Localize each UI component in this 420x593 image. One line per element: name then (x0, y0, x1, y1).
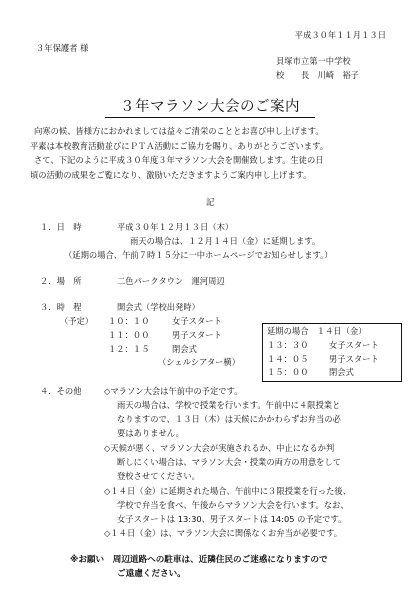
box-heading: 延期の場合 １４日（金） (267, 326, 367, 336)
section-4-label: ４．その他 (40, 386, 82, 396)
closing-time: １２：１５ (108, 344, 150, 354)
schedule-note: （予定） (60, 316, 94, 326)
opening-ceremony: 開会式（学校出発時） (117, 302, 200, 312)
note-3-line-2: 学校で弁当を食べ、午後からマラソン大会を行います。なお、 (117, 500, 349, 510)
document-title: ３年マラソン大会のご案内 (120, 99, 300, 115)
postpone-notice: （延期の場合、午前７時１５分に一中ホームページでお知らせします。） (64, 250, 333, 260)
request-line-1: ※お願い 周辺道路への駐車は、近隣住民のご迷惑になりますので (70, 555, 328, 565)
note-1-line-4: 要はありません。 (117, 428, 184, 438)
note-2: ◇天候が悪く、マラソン大会が実施されるか、中止になるか判 (104, 443, 335, 453)
note-4: ◇１４日（金）は、マラソン大会に関係なくお弁当が必要です。 (104, 528, 343, 538)
intro-line-4: 頃の活動の成果をご覧になり、激励いただきますようご案内申し上げます。 (30, 170, 312, 180)
intro-line-3: さて、下記のように平成３０年度３年マラソン大会を開催致します。生徒の日 (34, 155, 324, 165)
note-2-line-3: 登校させてください。 (117, 471, 200, 481)
ki-label: 記 (206, 197, 215, 207)
document-date: 平成３０年１１月１３日 (294, 30, 386, 40)
closing-label: 閉会式 (172, 344, 197, 354)
note-2-line-2: 断しにくい場合は、マラソン大会・授業の両方の用意をして (117, 457, 342, 467)
note-3-line-3: 女子スタートは 13:30、男子スタートは 14:05 の予定です。 (117, 514, 347, 524)
note-1: ◇マラソン大会は午前中の予定です。 (104, 386, 243, 396)
section-3-label: ３．時 程 (40, 302, 82, 312)
rain-postpone: 雨天の場合は、１２月１４日（金）に延期します。 (130, 236, 321, 246)
box-closing-time: １５：００ (267, 367, 309, 377)
addressee: ３年保護者 様 (36, 43, 89, 53)
box-closing-label: 閉会式 (329, 367, 354, 377)
section-2-label: ２．場 所 (40, 276, 82, 286)
school-name: 貝塚市立第一中学校 (276, 56, 351, 66)
boys-start-label: 男子スタート (172, 330, 222, 340)
section-1-label: １．日 時 (40, 222, 82, 232)
intro-line-2: 平素は本校教育活動並びにＰＴＡ活動にご協力を賜り、ありがとうございます。 (30, 141, 329, 151)
box-girls-time: １３：３０ (267, 340, 309, 350)
note-1-line-2: 雨天の場合は、学校で授業を行います。午前中に４限授業と (117, 400, 341, 410)
girls-start-time: １０：１０ (108, 316, 150, 326)
box-girls-label: 女子スタート (329, 340, 379, 350)
event-place: 二色パークタウン 運河周辺 (117, 276, 225, 286)
boys-start-time: １１：００ (108, 330, 150, 340)
title-block (105, 97, 315, 118)
postpone-schedule-box (262, 323, 402, 382)
note-1-line-3: なりますので、１３日（木）は天候にかかわらずお弁当の必 (117, 414, 341, 424)
box-boys-time: １４：０５ (267, 354, 309, 364)
note-3: ◇１４日（金）に延期された場合、午前中に３限授業を行った後、 (104, 486, 351, 496)
closing-place: （シェルシアター横） (158, 357, 241, 367)
event-date: 平成３０年１２月１３日（木） (117, 222, 234, 232)
principal-name: 校 長 川崎 裕子 (276, 70, 359, 80)
box-boys-label: 男子スタート (329, 354, 379, 364)
intro-line-1: 向寒の候、皆様方におかれましては益々ご清栄のこととお喜び申し上げます。 (34, 126, 324, 136)
girls-start-label: 女子スタート (172, 316, 222, 326)
request-line-2: ご遠慮ください。 (117, 569, 186, 579)
